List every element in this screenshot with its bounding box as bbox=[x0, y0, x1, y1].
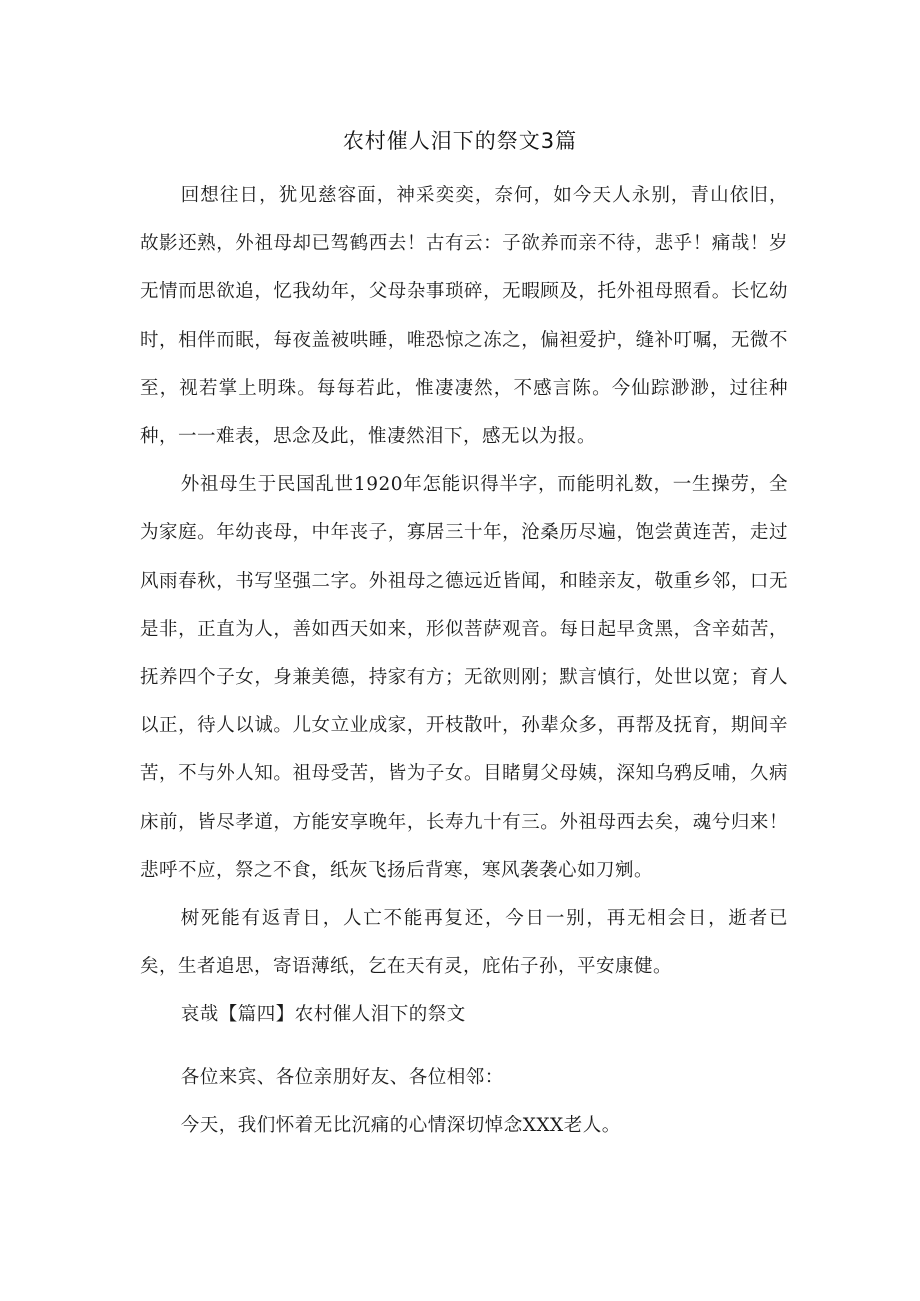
paragraph-2: 外祖母生于民国乱世1920年怎能识得半字，而能明礼数，一生操劳，全为家庭。年幼丧母，中年丧子，寡居三十年，沧桑历尽遍，饱尝黄连苦，走过风雨春秋，书写坚强二字。外祖母之德远近皆闻，和睦亲友，敬重乡邻，口无是非，正直为人，善如西天如来，形似菩萨观音。每日起早贪黑，含辛茹苦，抚养四个子女，身兼美德，持家有方；无欲则刚；默言慎行，处世以宽；育人以正，待人以诚。儿女立业成家，开枝散叶，孙辈众多，再帮及抚育，期间辛苦，不与外人知。祖母受苦，皆为子女。目睹舅父母姨，深知乌鸦反哺，久病床前，皆尽孝道，方能安享晚年，长寿九十有三。外祖母西去矣，魂兮归来！悲呼不应，祭之不食，纸灰飞扬后背寒，寒风袭袭心如刀剜。 bbox=[140, 474, 788, 881]
document-title: 农村催人泪下的祭文3篇 bbox=[342, 129, 578, 153]
paragraph-opening: 今天，我们怀着无比沉痛的心情深切悼念XXX老人。 bbox=[180, 1114, 621, 1136]
section-heading: 哀哉【篇四】农村催人泪下的祭文 bbox=[180, 1004, 466, 1026]
paragraph-3: 树死能有返青日，人亡不能再复还，今日一别，再无相会日，逝者已矣，生者追思，寄语薄纸，乞在天有灵，庇佑子孙，平安康健。 bbox=[140, 908, 788, 978]
document-body bbox=[140, 172, 788, 1150]
paragraph-1: 回想往日，犹见慈容面，神采奕奕，奈何，如今天人永别，青山依旧，故影还熟，外祖母却已驾鹤西去！古有云：子欲养而亲不待，悲乎！痛哉！岁无情而思欲追，忆我幼年，父母杂事琐碎，无暇顾及，托外祖母照看。长忆幼时，相伴而眠，每夜盖被哄睡，唯恐惊之冻之，偏袒爱护，缝补叮嘱，无微不至，视若掌上明珠。每每若此，惟凄凄然，不感言陈。今仙踪渺渺，过往种种，一一难表，思念及此，惟凄然泪下，感无以为报。 bbox=[140, 185, 788, 448]
paragraph-greeting: 各位来宾、各位亲朋好友、各位相邻： bbox=[180, 1066, 504, 1088]
